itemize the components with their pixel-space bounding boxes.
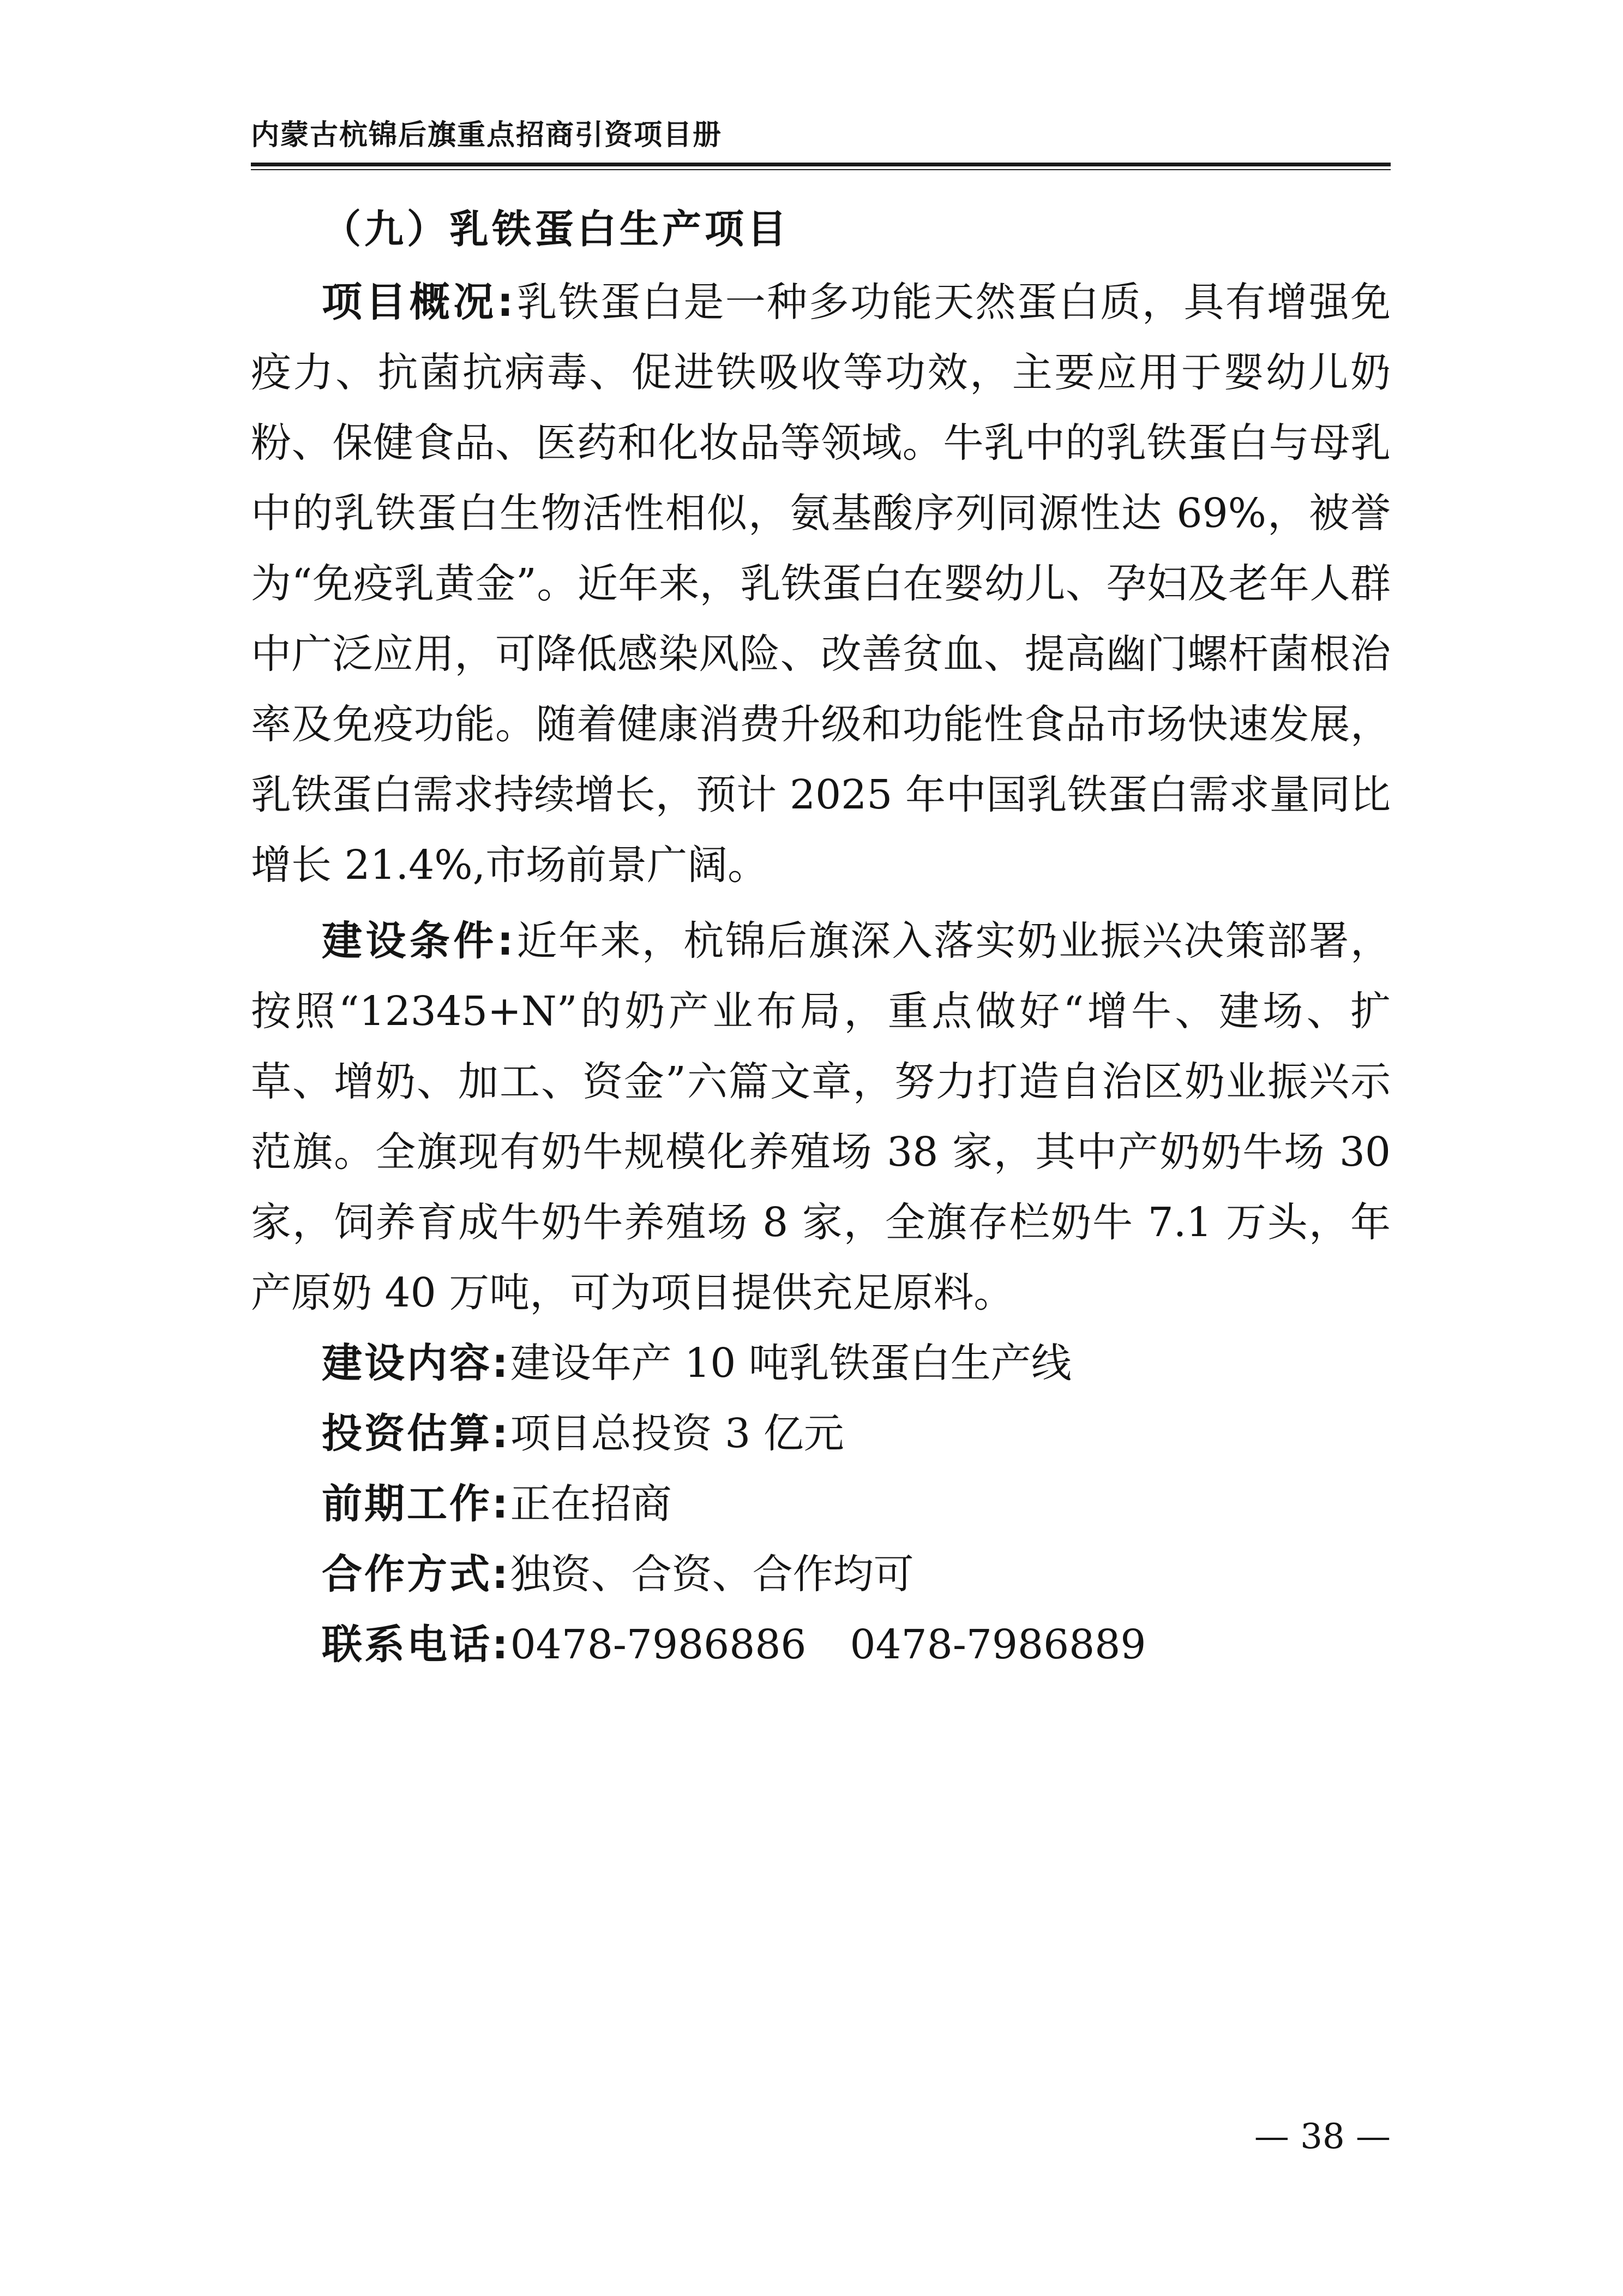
investment-estimate-label: 投资估算: <box>322 1410 510 1457</box>
header-title: 内蒙古杭锦后旗重点招商引资项目册 <box>251 119 723 152</box>
page-number: — 38 — <box>1254 2117 1391 2157</box>
construction-content-label: 建设内容: <box>322 1340 510 1387</box>
contact-phone-2: 0478-7986889 <box>850 1621 1146 1668</box>
investment-estimate-value: 项目总投资 3 亿元 <box>510 1410 844 1457</box>
page-header <box>251 115 1391 164</box>
preliminary-work-row <box>322 1469 1391 1539</box>
preliminary-work-value: 正在招商 <box>510 1480 672 1527</box>
overview-paragraph <box>251 267 1391 901</box>
conditions-label: 建设条件: <box>322 918 516 964</box>
conditions-paragraph <box>251 906 1391 1328</box>
contact-phone-1: 0478-7986886 <box>510 1621 807 1668</box>
section-title: （九）乳铁蛋白生产项目 <box>322 206 790 252</box>
contact-phone-label: 联系电话: <box>322 1621 510 1668</box>
construction-content-value: 建设年产 10 吨乳铁蛋白生产线 <box>510 1340 1072 1387</box>
cooperation-mode-value: 独资、合资、合作均可 <box>510 1551 914 1598</box>
preliminary-work-label: 前期工作: <box>322 1480 510 1527</box>
overview-label: 项目概况: <box>322 279 516 326</box>
investment-estimate-row <box>322 1399 1391 1469</box>
header-rule-thin <box>251 169 1391 170</box>
cooperation-mode-label: 合作方式: <box>322 1551 510 1598</box>
overview-text: 乳铁蛋白是一种多功能天然蛋白质，具有增强免疫力、抗菌抗病毒、促进铁吸收等功效，主要应用于婴幼儿奶粉、保健食品、医药和化妆品等领域。牛乳中的乳铁蛋白与母乳中的乳铁蛋白生物活性相似，氨基酸序列同源性达 69%，被誉为“免疫乳黄金”。近年来，乳铁蛋白在婴幼儿、孕妇及老年人群中广泛应用，可降低感染风险、改善贫血、提高幽门螺杆菌根治率及免疫功能。随着健康消费升级和功能性食品市场快速发展，乳铁蛋白需求持续增长，预计 2025 年中国乳铁蛋白需求量同比增长 21.4%,市场前景广阔。 <box>251 279 1391 889</box>
cooperation-mode-row <box>322 1539 1391 1610</box>
contact-phone-row <box>322 1610 1391 1680</box>
conditions-text: 近年来，杭锦后旗深入落实奶业振兴决策部署，按照“12345+N”的奶产业布局，重点做好“增牛、建场、扩草、增奶、加工、资金”六篇文章，努力打造自治区奶业振兴示范旗。全旗现有奶牛规模化养殖场 38 家，其中产奶奶牛场 30 家，饲养育成牛奶牛养殖场 8 家，全旗存栏奶牛 7.1 万头，年产原奶 40 万吨，可为项目提供充足原料。 <box>251 918 1391 1316</box>
main-content <box>251 196 1391 1680</box>
construction-content-row <box>322 1328 1391 1399</box>
header-rule-thick <box>251 163 1391 166</box>
